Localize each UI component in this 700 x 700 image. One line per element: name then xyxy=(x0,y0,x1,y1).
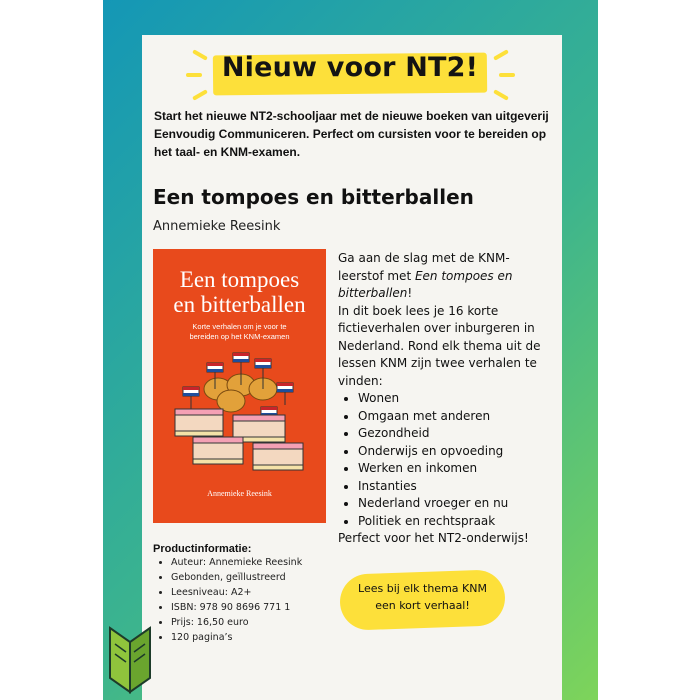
cover-subtitle: Korte verhalen om je voor te bereiden op het KNM-examen xyxy=(189,322,290,341)
list-item: • Onderwijs en opvoeding xyxy=(358,443,553,461)
sparkle-decoration xyxy=(186,73,202,77)
list-item: • Nederland vroeger en nu xyxy=(358,495,553,513)
theme-list xyxy=(338,390,553,530)
description-closing: Perfect voor het NT2-onderwijs! xyxy=(338,531,529,545)
cover-author: Annemieke Reesink xyxy=(207,489,272,498)
headline-block xyxy=(209,48,491,98)
description-intro: Ga aan de slag met de KNM-leerstof met Een tompoes en bitterballen! xyxy=(338,251,513,300)
sparkle-decoration xyxy=(499,73,515,77)
list-item: • Gebonden, geïllustreerd xyxy=(171,570,302,585)
list-item: • Instanties xyxy=(358,478,553,496)
book-cover xyxy=(153,249,326,523)
book-logo-icon xyxy=(108,620,152,696)
book-author: Annemieke Reesink xyxy=(153,219,281,234)
product-info-title: Productinformatie: xyxy=(153,543,252,555)
list-item: • Werken en inkomen xyxy=(358,460,553,478)
callout-text: Lees bij elk thema KNM een kort verhaal! xyxy=(358,582,487,612)
book-description xyxy=(338,250,553,548)
intro-text: Start het nieuwe NT2-schooljaar met de nieuwe boeken van uitgeverij Eenvoudig Communiceren. Perfect om cursisten voor te bereiden op het taal- en KNM-examen. xyxy=(154,109,549,159)
list-item: • Wonen xyxy=(358,390,553,408)
list-item: • Prijs: 16,50 euro xyxy=(171,615,302,630)
list-item: • 120 pagina’s xyxy=(171,630,302,645)
product-info-list xyxy=(153,555,302,645)
cover-illustration xyxy=(153,349,326,479)
list-item: • Gezondheid xyxy=(358,425,553,443)
list-item: • ISBN: 978 90 8696 771 1 xyxy=(171,600,302,615)
list-item: • Politiek en rechtspraak xyxy=(358,513,553,531)
list-item: • Auteur: Annemieke Reesink xyxy=(171,555,302,570)
list-item: • Leesniveau: A2+ xyxy=(171,585,302,600)
cover-title: Een tompoes en bitterballen xyxy=(173,267,306,317)
headline: Nieuw voor NT2! xyxy=(221,52,479,83)
list-item: • Omgaan met anderen xyxy=(358,408,553,426)
description-body: In dit boek lees je 16 korte fictieverhalen over inburgeren in Nederland. Rond elk thema uit de lessen KNM zijn twee verhalen te vinden: xyxy=(338,303,541,388)
book-title: Een tompoes en bitterballen xyxy=(153,185,474,209)
